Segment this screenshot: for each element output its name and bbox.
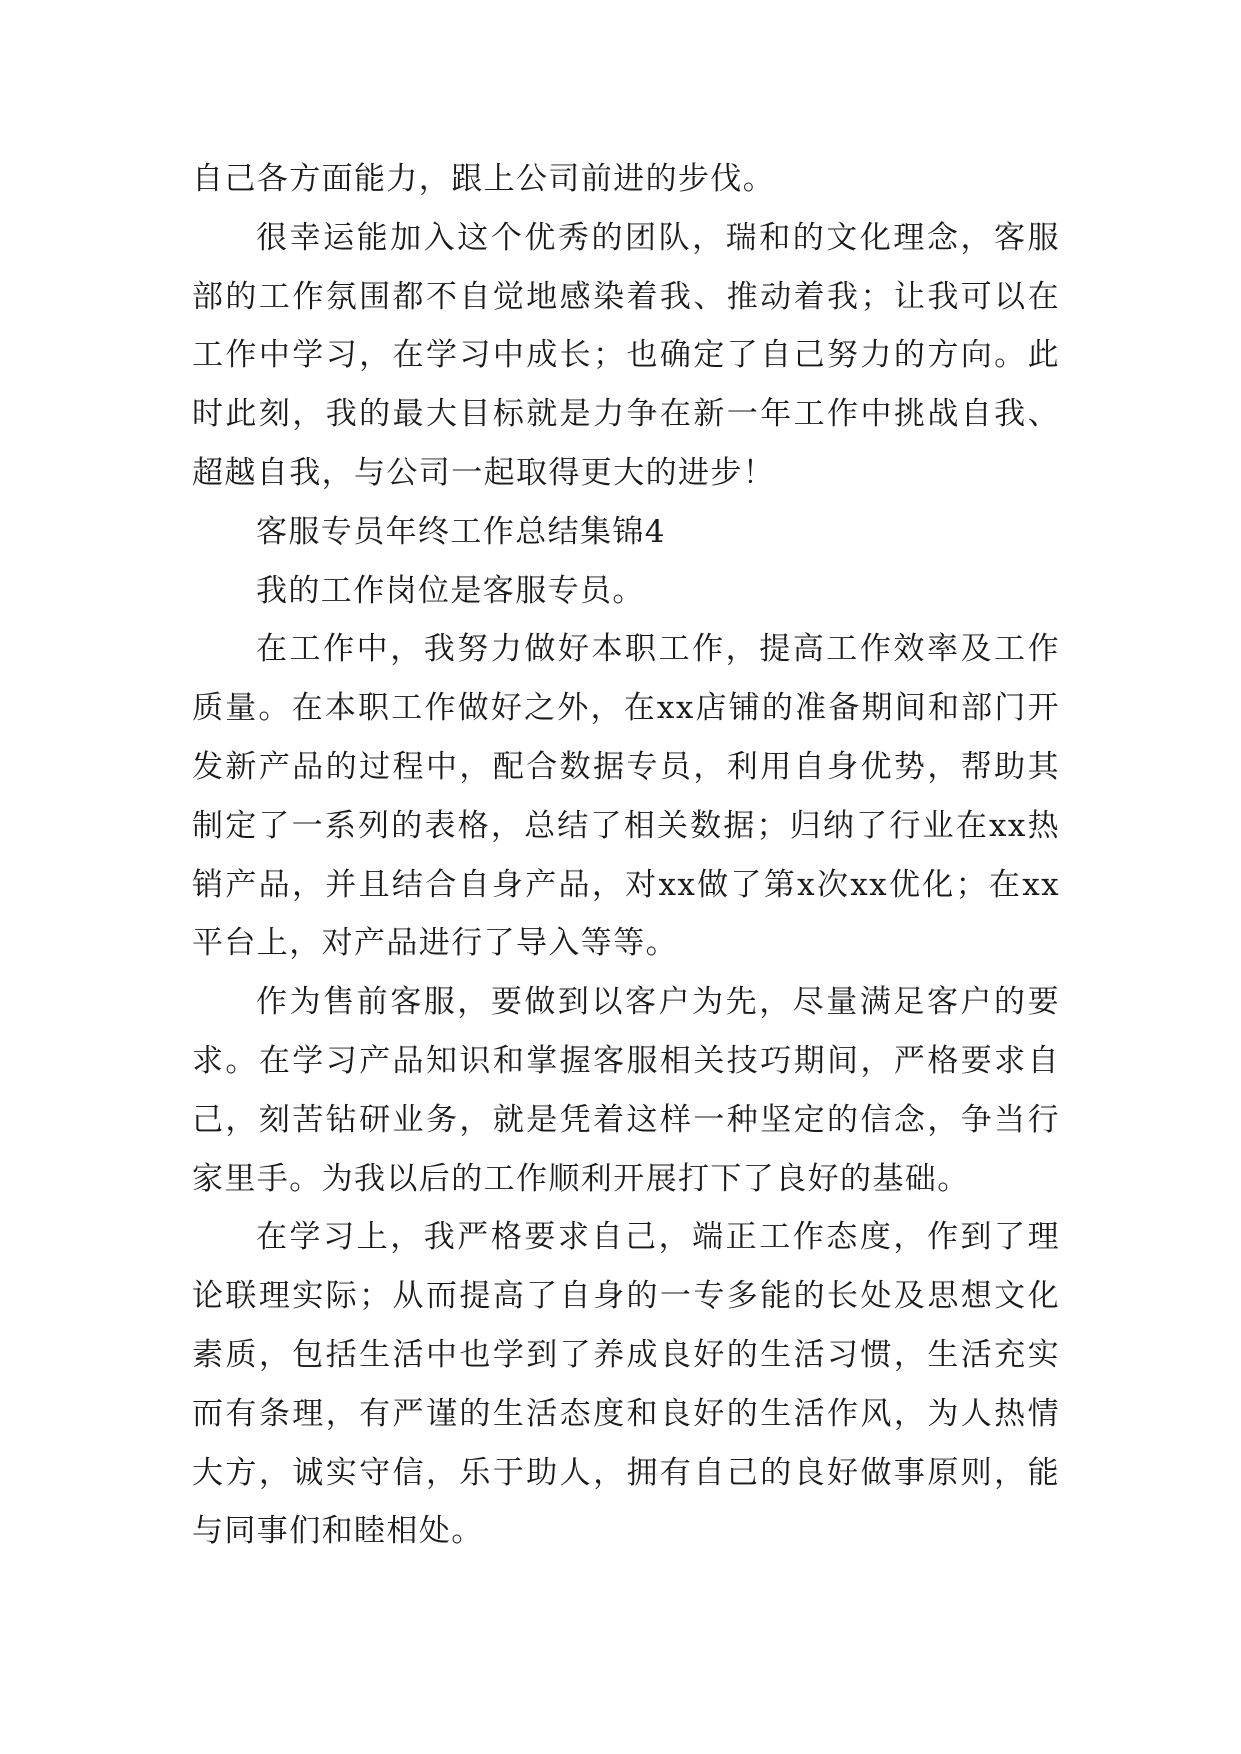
document-body (192, 150, 1060, 1561)
paragraph-3: 我的工作岗位是客服专员。 (256, 572, 645, 609)
paragraph-1: 自己各方面能力，跟上公司前进的步伐。 (192, 161, 776, 197)
paragraph-5: 作为售前客服，要做到以客户为先，尽量满足客户的要求。在学习产品知识和掌握客服相关技巧期间，严格要求自己，刻苦钻研业务，就是凭着这样一种坚定的信念，争当行家里手。为我以后的工作顺利开展打下了良好的基础。 (192, 984, 1060, 1197)
paragraph-6: 在学习上，我严格要求自己，端正工作态度，作到了理论联理实际；从而提高了自身的一专多能的长处及思想文化素质，包括生活中也学到了养成良好的生活习惯，生活充实而有条理，有严谨的生活态度和良好的生活作风，为人热情大方，诚实守信，乐于助人，拥有自己的良好做事原则，能与同事们和睦相处。 (192, 1219, 1060, 1550)
section-heading: 客服专员年终工作总结集锦4 (256, 513, 666, 550)
paragraph-2: 很幸运能加入这个优秀的团队，瑞和的文化理念，客服部的工作氛围都不自觉地感染着我、推动着我；让我可以在工作中学习，在学习中成长；也确定了自己努力的方向。此时此刻，我的最大目标就是力争在新一年工作中挑战自我、超越自我，与公司一起取得更大的进步！ (192, 219, 1060, 491)
paragraph-4: 在工作中，我努力做好本职工作，提高工作效率及工作质量。在本职工作做好之外，在xx店铺的准备期间和部门开发新产品的过程中，配合数据专员，利用自身优势，帮助其制定了一系列的表格，总结了相关数据；归纳了行业在xx热销产品，并且结合自身产品，对xx做了第x次xx优化；在xx平台上，对产品进行了导入等等。 (192, 631, 1060, 962)
